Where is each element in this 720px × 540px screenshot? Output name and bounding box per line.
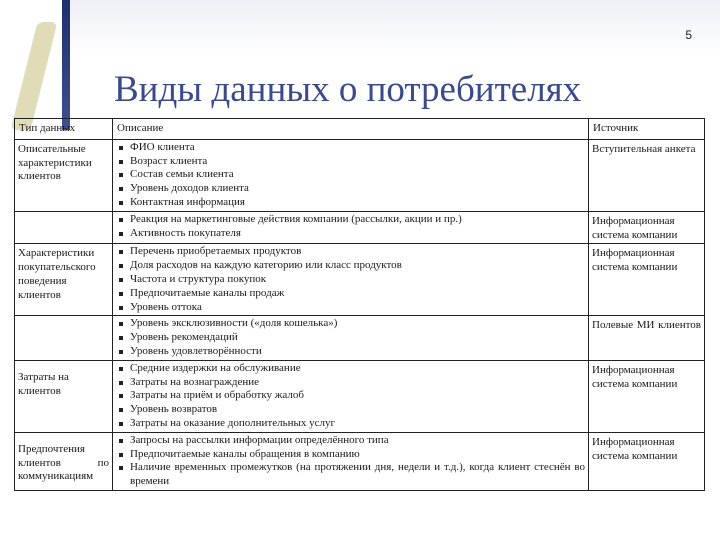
list-item: Уровень доходов клиента [116,182,585,196]
left-accent-bar [62,0,70,130]
list-item: Уровень возвратов [116,403,585,417]
list-item: Перечень приобретаемых продуктов [116,245,585,259]
list-item: Контактная информация [116,196,585,210]
source-cell: Информационная система компании [589,211,705,244]
table-row [15,139,705,211]
list-item: Уровень удовлетворённости [116,345,585,359]
table-row [15,244,705,316]
table-row [15,360,705,432]
table-header-row [15,119,705,140]
list-item: Наличие временных промежутков (на протяжении дня, недели и т.д.), когда клиент стеснён во времени [116,461,585,489]
type-cell: Предпочтения клиентов по коммуникациям [15,432,113,490]
description-cell [113,211,589,244]
source-cell: Информационная система компании [589,432,705,490]
slide-title: Виды данных о потребителях [114,69,582,110]
table-row [15,316,705,360]
list-item: Предпочитаемые каналы обращения в компанию [116,448,585,462]
page-number: 5 [685,28,692,42]
source-cell: Информационная система компании [589,360,705,432]
list-item: Уровень оттока [116,301,585,315]
type-cell [15,316,113,360]
source-cell: Вступительная анкета [589,139,705,211]
list-item: Доля расходов на каждую категорию или класс продуктов [116,259,585,273]
type-cell [15,211,113,244]
source-cell: Полевые МИ клиентов [589,316,705,360]
list-item: Уровень эксклюзивности («доля кошелька») [116,317,585,331]
list-item: Реакция на маркетинговые действия компании (рассылки, акции и пр.) [116,213,585,227]
type-cell: Описательные характеристики клиентов [15,139,113,211]
type-cell: Характеристики покупательского поведения клиентов [15,244,113,316]
description-cell [113,360,589,432]
list-item: Затраты на приём и обработку жалоб [116,389,585,403]
list-item: Затраты на оказание дополнительных услуг [116,417,585,431]
description-cell [113,139,589,211]
list-item: Частота и структура покупок [116,273,585,287]
header-description: Описание [113,119,589,140]
list-item: Состав семьи клиента [116,168,585,182]
list-item: Затраты на вознаграждение [116,376,585,390]
list-item: Активность покупателя [116,227,585,241]
description-cell [113,432,589,490]
source-cell: Информационная система компании [589,244,705,316]
list-item: Возраст клиента [116,155,585,169]
list-item: Средние издержки на обслуживание [116,362,585,376]
list-item: Запросы на рассылки информации определённого типа [116,434,585,448]
type-cell: Затраты на клиентов [15,360,113,432]
table-row [15,432,705,490]
header-source: Источник [589,119,705,140]
decorative-stroke [11,22,58,130]
header-background [70,0,720,56]
description-cell [113,316,589,360]
list-item: ФИО клиента [116,141,585,155]
description-cell [113,244,589,316]
header-type: Тип данных [15,119,113,140]
table-row [15,211,705,244]
list-item: Уровень рекомендаций [116,331,585,345]
list-item: Предпочитаемые каналы продаж [116,287,585,301]
data-types-table [14,118,705,491]
